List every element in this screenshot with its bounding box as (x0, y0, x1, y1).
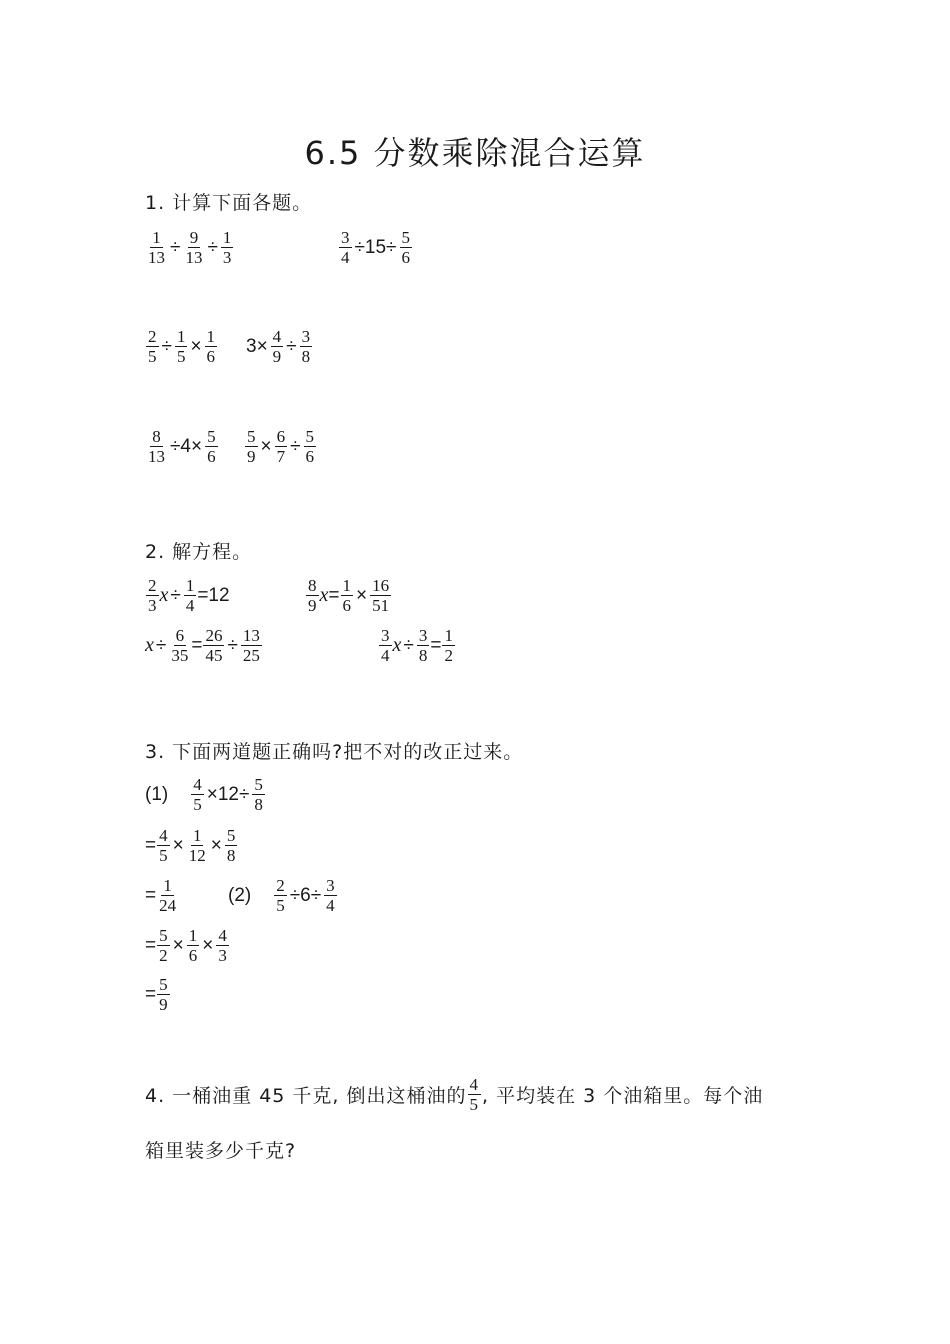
question-3-heading: 3. 下面两道题正确吗?把不对的改正过来。 (145, 741, 524, 763)
denominator: 13 (148, 248, 165, 267)
question-2-heading: 2. 解方程。 (145, 541, 253, 563)
denominator: 4 (341, 248, 350, 267)
numerator: 5 (254, 775, 263, 794)
denominator: 5 (176, 347, 186, 366)
numerator: 4 (159, 826, 168, 845)
numerator: 4 (469, 1075, 480, 1094)
math-text: ÷ (207, 236, 218, 258)
denominator: 6 (188, 946, 198, 965)
q1-expression-2 (338, 228, 413, 267)
numerator: 1 (152, 228, 161, 247)
q3-problem-2-step-2 (145, 975, 171, 1014)
denominator: 24 (159, 896, 177, 915)
numerator: 1 (206, 327, 216, 346)
problem-label: (2) (228, 884, 252, 906)
fraction (205, 327, 218, 366)
math-text: ÷ (286, 335, 297, 357)
denominator: 4 (185, 596, 195, 615)
denominator: 3 (148, 596, 157, 615)
fraction (175, 327, 188, 366)
fraction (146, 327, 159, 366)
page-title: 6.5 分数乘除混合运算 (304, 134, 646, 172)
q1-expression-1 (145, 228, 234, 267)
variable-x: x (159, 584, 169, 606)
math-text: ÷6÷ (289, 884, 322, 906)
numerator: 5 (207, 427, 216, 446)
denominator: 6 (401, 248, 410, 267)
math-text: 4. 一桶油重 45 千克, 倒出这桶油的 (145, 1085, 467, 1107)
fraction (304, 427, 317, 466)
math-text: ÷ (403, 634, 414, 656)
numerator: 8 (152, 427, 161, 446)
fraction (203, 626, 224, 665)
fraction (157, 926, 170, 965)
q1-expression-6 (244, 427, 317, 466)
numerator: 3 (341, 228, 350, 247)
fraction (417, 626, 430, 665)
fraction (400, 228, 413, 267)
denominator: 3 (222, 248, 232, 267)
fraction (205, 427, 218, 466)
denominator: 5 (159, 846, 168, 865)
numerator: 2 (148, 327, 157, 346)
numerator: 1 (192, 826, 202, 845)
variable-x: x (145, 634, 154, 656)
q3-problem-2-step-1 (145, 926, 230, 965)
q2-equation-1 (145, 576, 230, 615)
variable-x: x (319, 584, 329, 606)
denominator: 6 (207, 447, 216, 466)
denominator: 13 (148, 447, 165, 466)
denominator: 5 (193, 795, 202, 814)
math-text: = (145, 934, 157, 956)
fraction (442, 626, 455, 665)
denominator: 9 (308, 596, 317, 615)
numerator: 6 (175, 626, 185, 645)
numerator: 1 (188, 926, 198, 945)
numerator: 2 (148, 576, 157, 595)
fraction (468, 1075, 482, 1114)
q2-equation-3 (145, 626, 263, 665)
fraction (183, 228, 204, 267)
numerator: 26 (205, 626, 223, 645)
numerator: 1 (444, 626, 453, 645)
q1-expression-3 (145, 327, 218, 366)
numerator: 5 (247, 427, 256, 446)
numerator: 4 (193, 775, 202, 794)
numerator: 1 (185, 576, 195, 595)
math-text: = (430, 634, 442, 656)
denominator: 5 (276, 896, 285, 915)
fraction (221, 228, 234, 267)
fraction (306, 576, 319, 615)
denominator: 8 (254, 795, 263, 814)
math-text: ÷ (227, 634, 238, 656)
denominator: 51 (372, 596, 390, 615)
numerator: 1 (163, 876, 172, 895)
fraction (274, 876, 287, 915)
fraction (169, 626, 190, 665)
q3-problem-1-step-1 (145, 826, 238, 865)
math-text: × (202, 934, 214, 956)
denominator: 2 (444, 646, 453, 665)
fraction (146, 427, 167, 466)
fraction (271, 327, 284, 366)
math-text: × (172, 934, 184, 956)
math-text: ÷ (155, 634, 167, 656)
math-text: ÷ (161, 335, 172, 357)
denominator: 6 (206, 347, 216, 366)
denominator: 5 (469, 1095, 480, 1114)
denominator: 3 (218, 946, 227, 965)
math-text: = (191, 634, 203, 656)
denominator: 8 (418, 646, 428, 665)
denominator: 9 (247, 447, 256, 466)
math-text: × (356, 584, 368, 606)
numerator: 6 (276, 427, 286, 446)
numerator: 2 (276, 876, 285, 895)
numerator: 3 (326, 876, 335, 895)
numerator: 5 (401, 228, 410, 247)
math-text: =12 (197, 584, 230, 606)
fraction (187, 926, 200, 965)
numerator: 5 (226, 826, 236, 845)
numerator: 1 (342, 576, 351, 595)
denominator: 6 (342, 596, 351, 615)
fraction (275, 427, 288, 466)
fraction (146, 576, 159, 615)
question-4-text-line-1 (145, 1075, 763, 1114)
fraction (245, 427, 258, 466)
denominator: 8 (226, 846, 236, 865)
question-1-heading: 1. 计算下面各题。 (145, 192, 313, 214)
fraction (157, 975, 170, 1014)
numerator: 4 (218, 926, 227, 945)
denominator: 13 (185, 248, 203, 267)
variable-x: x (392, 634, 402, 656)
denominator: 4 (381, 646, 390, 665)
denominator: 7 (276, 447, 286, 466)
numerator: 9 (189, 228, 199, 247)
q1-expression-5 (145, 427, 219, 466)
denominator: 2 (159, 946, 168, 965)
q2-equation-2 (305, 576, 392, 615)
math-text: × (190, 335, 202, 357)
fraction (341, 576, 354, 615)
math-text: ÷4× (170, 435, 203, 457)
numerator: 5 (305, 427, 315, 446)
fraction (339, 228, 352, 267)
denominator: 9 (272, 347, 282, 366)
math-text: = (145, 884, 157, 906)
denominator: 45 (205, 646, 223, 665)
numerator: 1 (176, 327, 186, 346)
fraction (370, 576, 391, 615)
fraction (252, 775, 265, 814)
numerator: 16 (372, 576, 390, 595)
numerator: 3 (301, 327, 311, 346)
fraction (146, 228, 167, 267)
math-text: × (260, 435, 272, 457)
q1-expression-4 (244, 327, 313, 366)
fraction (225, 826, 238, 865)
numerator: 13 (242, 626, 260, 645)
math-text: = (328, 584, 340, 606)
q2-equation-4 (378, 626, 456, 665)
denominator: 25 (242, 646, 260, 665)
math-text: ÷ (170, 236, 181, 258)
denominator: 6 (305, 447, 315, 466)
numerator: 4 (272, 327, 282, 346)
denominator: 12 (188, 846, 206, 865)
math-text: × (210, 834, 222, 856)
fraction (187, 826, 208, 865)
fraction (184, 576, 197, 615)
denominator: 9 (159, 995, 168, 1014)
question-4-text-line-2: 箱里装多少千克? (145, 1140, 297, 1162)
denominator: 5 (148, 347, 157, 366)
fraction (241, 626, 262, 665)
fraction (379, 626, 392, 665)
q3-problem-1 (145, 775, 266, 814)
fraction (157, 826, 170, 865)
math-text: ÷15÷ (354, 236, 397, 258)
denominator: 8 (301, 347, 311, 366)
fraction (300, 327, 313, 366)
numerator: 3 (381, 626, 390, 645)
math-text: 3× (246, 335, 268, 357)
numerator: 5 (159, 926, 168, 945)
math-text: = (145, 983, 157, 1005)
numerator: 3 (418, 626, 428, 645)
fraction (324, 876, 337, 915)
math-text: ÷ (170, 584, 181, 606)
math-text: , 平均装在 3 个油箱里。每个油 (482, 1085, 764, 1107)
numerator: 8 (308, 576, 317, 595)
denominator: 35 (171, 646, 189, 665)
numerator: 5 (159, 975, 168, 994)
q3-problem-2 (228, 876, 338, 915)
denominator: 4 (326, 896, 335, 915)
numerator: 1 (222, 228, 232, 247)
math-text: = (145, 834, 157, 856)
fraction (157, 876, 178, 915)
fraction (191, 775, 204, 814)
math-text: × (172, 834, 184, 856)
math-text: ×12÷ (206, 783, 250, 805)
math-text: ÷ (290, 435, 301, 457)
problem-label: (1) (145, 783, 169, 805)
q3-problem-1-step-2 (145, 876, 179, 915)
fraction (216, 926, 229, 965)
